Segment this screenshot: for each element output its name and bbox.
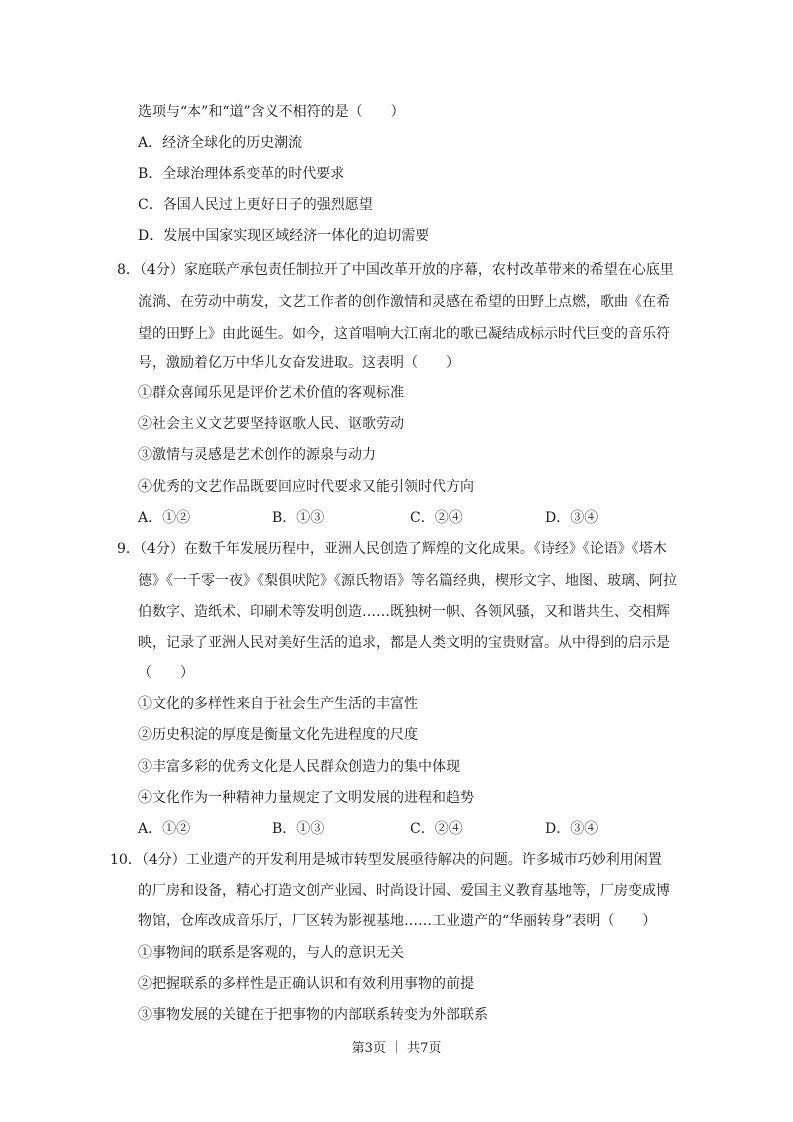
q7-option-c: C．各国人民过上更好日子的强烈愿望: [138, 197, 373, 213]
q9-stem-line: 德》《一千零一夜》《梨俱吠陀》《源氏物语》等名篇经典，楔形文字、地图、玻璃、阿拉: [138, 573, 677, 589]
q10-stem-line: 物馆，仓库改成音乐厅，厂区转为影视基地……工业遗产的“华丽转身”表明（ ）: [138, 913, 657, 929]
q9-stem-line: 映，记录了亚洲人民对美好生活的追求，都是人类文明的宝贵财富。从中得到的启示是: [138, 635, 670, 651]
q8-statement: ③激情与灵感是艺术创作的源泉与动力: [138, 447, 376, 463]
q8-choice-c: C．②④: [410, 510, 463, 526]
q10-statement: ③事物发展的关键在于把事物的内部联系转变为外部联系: [138, 1007, 488, 1023]
q7-option-d: D．发展中国家实现区域经济一体化的迫切需要: [138, 228, 430, 244]
q8-stem-line: 号，激励着亿万中华儿女奋发进取。这表明（ ）: [138, 355, 460, 371]
q9-statement: ①文化的多样性来自于社会生产生活的丰富性: [138, 696, 418, 712]
q8-choice-a: A．①②: [138, 510, 191, 526]
q10-statement: ①事物间的联系是客观的，与人的意识无关: [138, 945, 404, 961]
q10-statement: ②把握联系的多样性是正确认识和有效利用事物的前提: [138, 976, 474, 992]
q8-statement: ②社会主义文艺要坚持讴歌人民、讴歌劳动: [138, 416, 404, 432]
q8-stem-line: 流淌、在劳动中萌发，文艺工作者的创作激情和灵感在希望的田野上点燃，歌曲《在希: [138, 294, 670, 310]
q10-stem-line: 10．（4分）工业遗产的开发利用是城市转型发展亟待解决的问题。许多城市巧妙利用闲置: [110, 852, 662, 868]
q8-statement: ④优秀的文艺作品既要回应时代要求又能引领时代方向: [138, 479, 474, 495]
q9-statement: ④文化作为一种精神力量规定了文明发展的进程和趋势: [138, 790, 474, 806]
q9-statement: ③丰富多彩的优秀文化是人民群众创造力的集中体现: [138, 759, 460, 775]
q8-choices: [138, 508, 608, 528]
q7-option-a: A．经济全球化的历史潮流: [138, 135, 303, 151]
q8-stem-line: 8．（4分）家庭联产承包责任制拉开了中国改革开放的序幕，农村改革带来的希望在心底里: [117, 262, 674, 278]
q8-choice-b: B．①③: [272, 510, 325, 526]
q8-statement: ①群众喜闻乐见是评价艺术价值的客观标准: [138, 385, 404, 401]
q9-stem-line: 9．（4分）在数千年发展历程中，亚洲人民创造了辉煌的文化成果。《诗经》《论语》《塔木: [117, 541, 667, 557]
q9-choices: [138, 819, 608, 839]
q7-stem: 选项与“本”和“道”含义不相符的是（ ）: [138, 104, 405, 120]
q10-stem-line: 的厂房和设备，精心打造文创产业园、时尚设计园、爱国主义教育基地等，厂房变成博: [138, 883, 670, 899]
page-footer: 第3页 ｜ 共7页: [351, 1041, 442, 1056]
q9-choice-a: A．①②: [138, 821, 191, 837]
q9-choice-b: B．①③: [272, 821, 325, 837]
q9-choice-d: D．③④: [545, 821, 599, 837]
q9-choice-c: C．②④: [410, 821, 463, 837]
q9-stem-line: 伯数字、造纸术、印刷术等发明创造……既独树一帜、各领风骚，又和谐共生、交相辉: [138, 604, 670, 620]
q9-stem-line: （ ）: [138, 665, 194, 681]
q9-statement: ②历史积淀的厚度是衡量文化先进程度的尺度: [138, 727, 418, 743]
q8-stem-line: 望的田野上》由此诞生。如今，这首唱响大江南北的歌已凝结成标示时代巨变的音乐符: [138, 326, 670, 342]
q8-choice-d: D．③④: [545, 510, 599, 526]
q7-option-b: B．全球治理体系变革的时代要求: [138, 166, 345, 182]
